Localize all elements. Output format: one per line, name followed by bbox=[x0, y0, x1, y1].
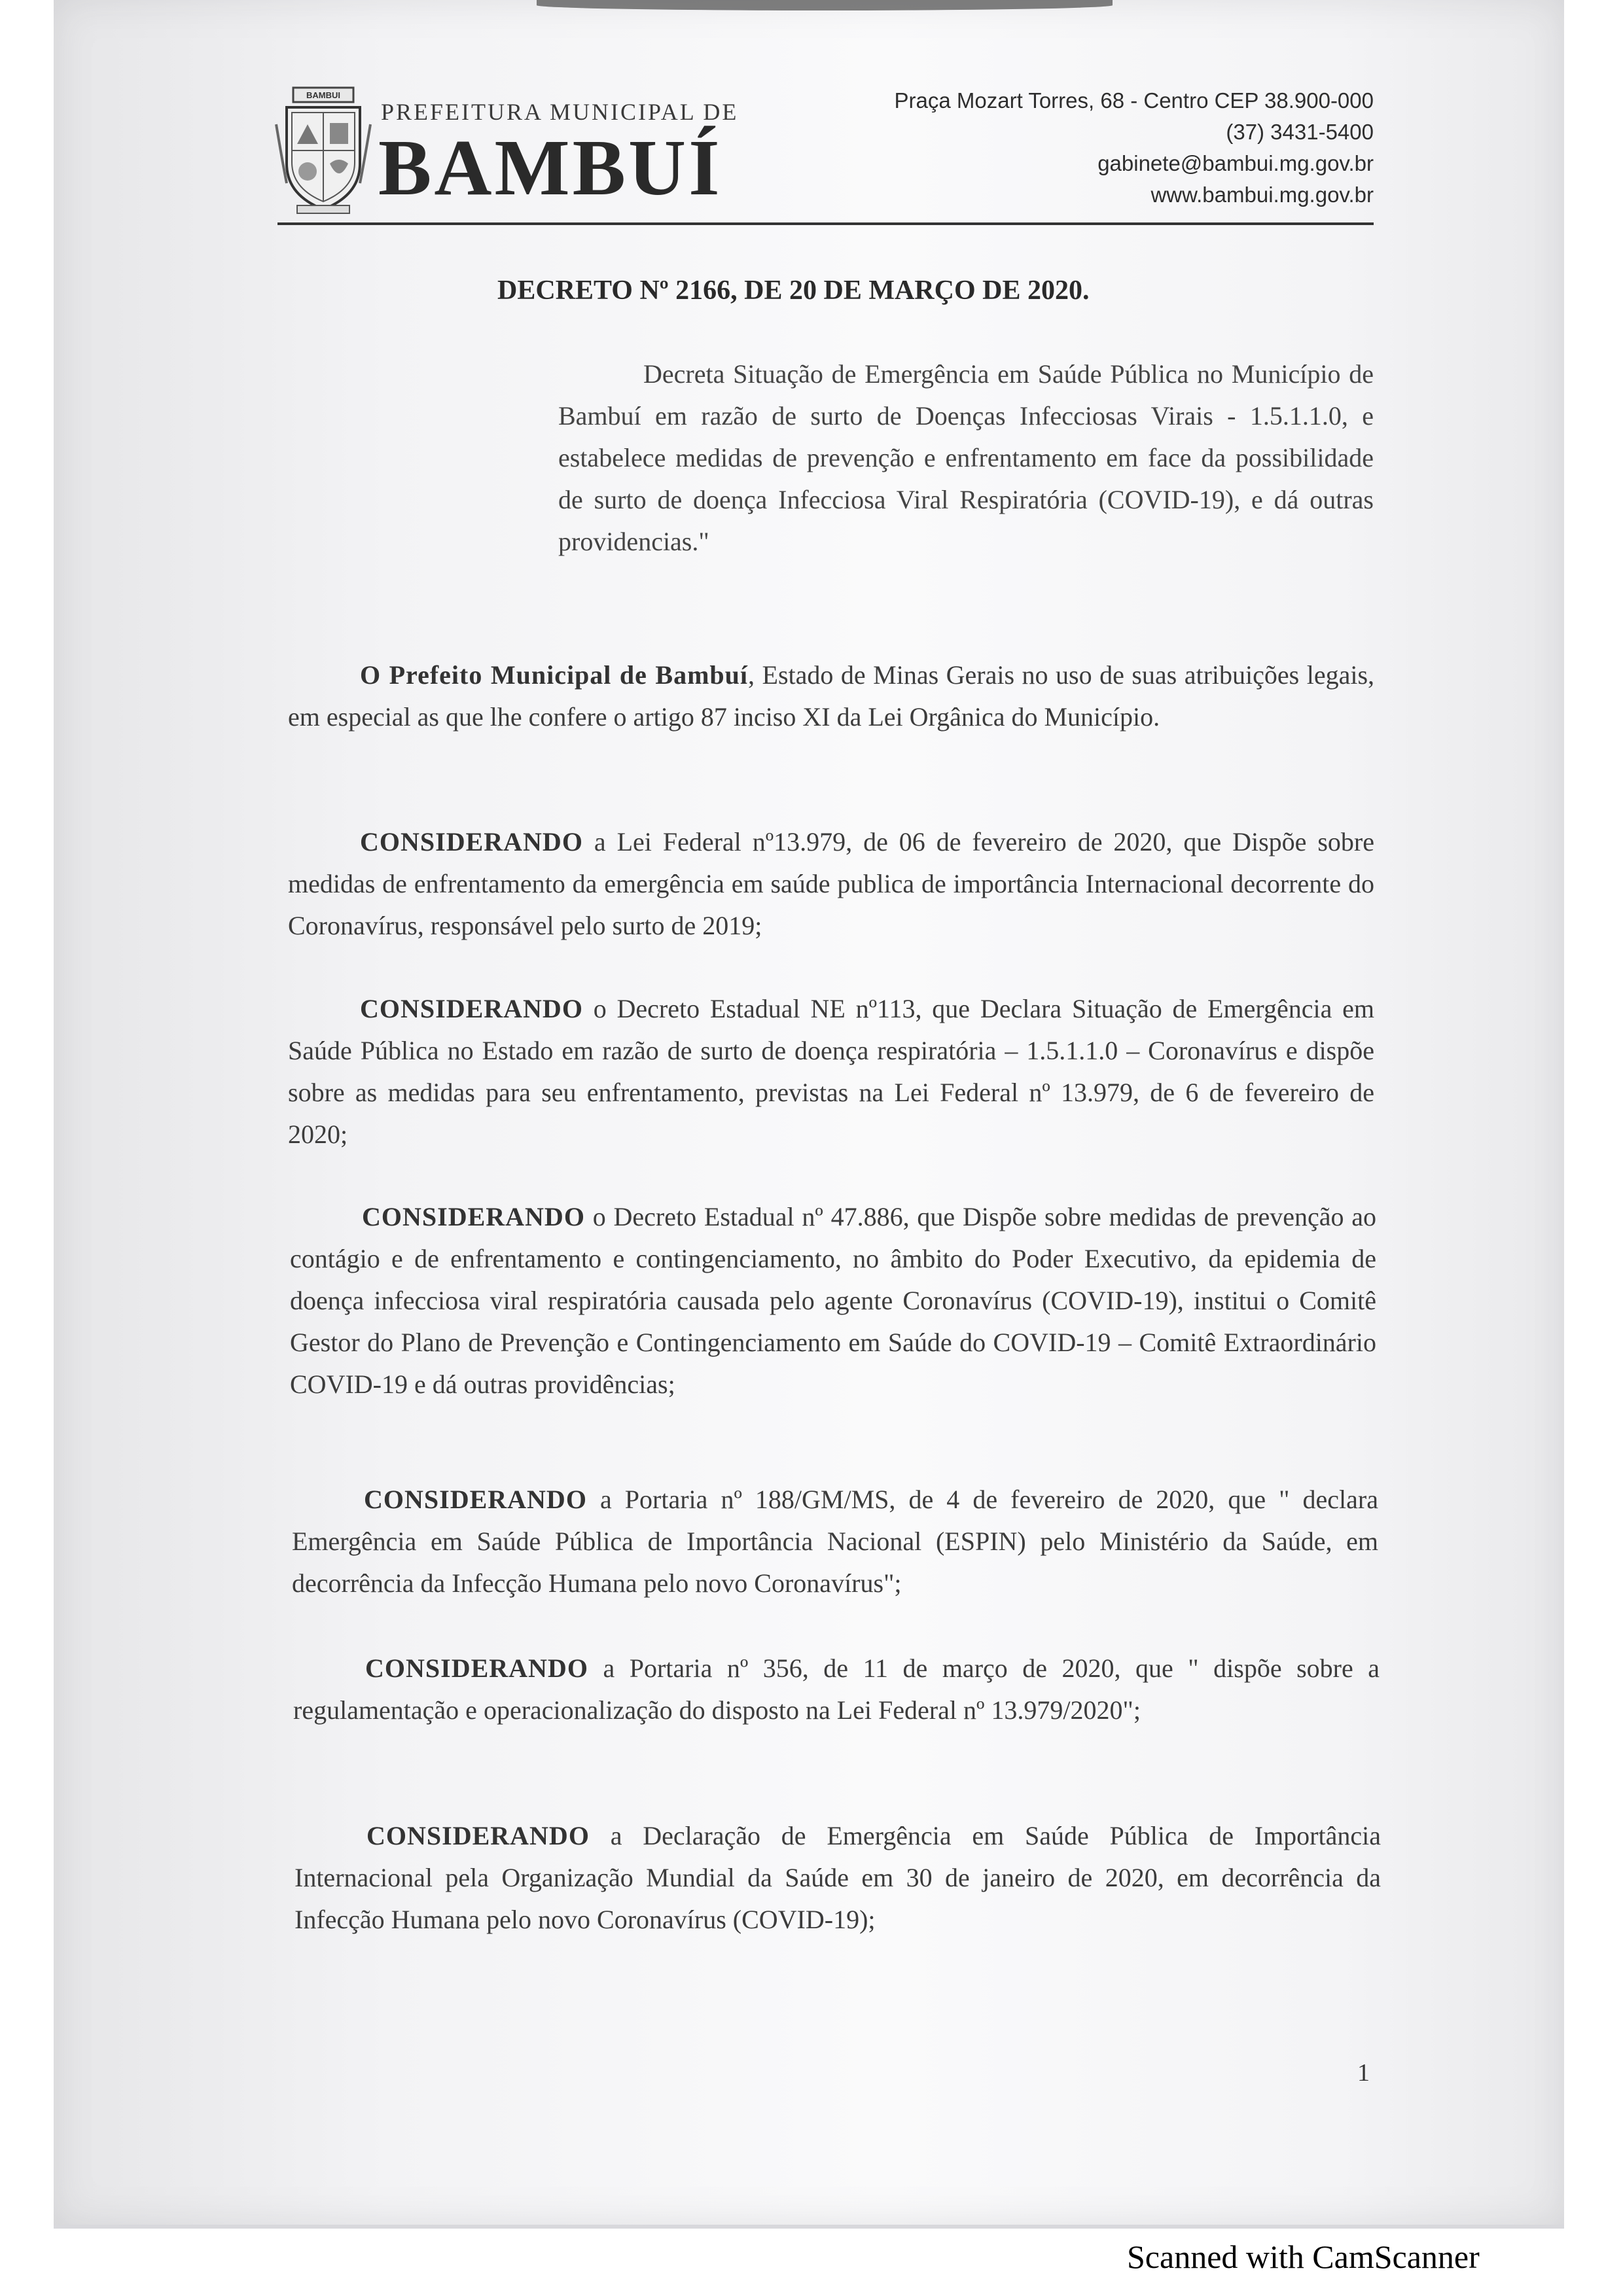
considerando-text: a Portaria nº 356, de 11 de março de 2020, que " dispõe sobre a regulamentação e operacionalização do disposto na Lei Federal nº 13.979/2020"; bbox=[293, 1653, 1380, 1725]
contact-block bbox=[895, 85, 1374, 211]
address-text: Praça Mozart Torres, 68 - Centro CEP 38.900-000 bbox=[894, 88, 1374, 113]
summary-text: Decreta Situação de Emergência em Saúde Pública no Município de Bambuí em razão de surto de Doenças Infecciosas Virais - 1.5.1.1.0, e estabelece medidas de prevenção e enfrentamento em face da possibilidade de surto de doença Infecciosa Viral Respiratória (COVID-19), e dá outras providencias." bbox=[558, 359, 1374, 556]
considerando-keyword: CONSIDERANDO bbox=[364, 1485, 587, 1514]
website-link[interactable]: www.bambui.mg.gov.br bbox=[1150, 183, 1374, 207]
intro-text: , Estado de Minas Gerais no uso de suas atribuições legais, em especial as que lhe confere o artigo 87 inciso XI da Lei Orgânica do Município. bbox=[288, 660, 1375, 732]
page-number: 1 bbox=[1357, 2059, 1370, 2087]
crest-banner-text: BAMBUI bbox=[306, 90, 340, 100]
page-edge bbox=[54, 2225, 1564, 2229]
intro-bold: O Prefeito Municipal de Bambuí bbox=[360, 660, 749, 690]
considerando-text: o Decreto Estadual NE nº113, que Declara Situação de Emergência em Saúde Pública no Estado em razão de surto de doença respiratória – 1.5.1.1.0 – Coronavírus e dispõe sobre as medidas para seu enfrentamento, previstas na Lei Federal nº 13.979, de 6 de fevereiro de 2020; bbox=[288, 994, 1374, 1149]
considerando-keyword: CONSIDERANDO bbox=[362, 1202, 585, 1231]
intro-paragraph bbox=[288, 654, 1374, 738]
considerando-keyword: CONSIDERANDO bbox=[360, 827, 583, 857]
considerando-paragraph bbox=[292, 1479, 1378, 1604]
organization-label: PREFEITURA MUNICIPAL DE bbox=[381, 99, 739, 125]
considerando-text: a Portaria nº 188/GM/MS, de 4 de fevereiro de 2020, que " declara Emergência em Saúde Pública de Importância Nacional (ESPIN) pelo Ministério da Saúde, em decorrência da Infecção Humana pelo novo Coronavírus"; bbox=[292, 1485, 1378, 1598]
considerando-keyword: CONSIDERANDO bbox=[360, 994, 583, 1023]
header-divider bbox=[277, 222, 1374, 225]
considerando-keyword: CONSIDERANDO bbox=[366, 1821, 590, 1850]
considerando-paragraph bbox=[290, 1196, 1376, 1405]
considerando-text: a Declaração de Emergência em Saúde Pública de Importância Internacional pela Organização Mundial da Saúde em 30 de janeiro de 2020, em decorrência da Infecção Humana pelo novo Coronavírus (COVID-19); bbox=[294, 1821, 1381, 1934]
municipal-crest-icon bbox=[274, 85, 373, 216]
decree-summary bbox=[558, 353, 1374, 563]
considerando-paragraph bbox=[293, 1648, 1380, 1731]
considerando-text: a Lei Federal nº13.979, de 06 de fevereiro de 2020, que Dispõe sobre medidas de enfrentamento da emergência em saúde publica de importância Internacional decorrente do Coronavírus, responsável pelo surto de 2019; bbox=[288, 827, 1374, 940]
phone-text: (37) 3431-5400 bbox=[1226, 120, 1374, 144]
considerando-paragraph bbox=[288, 988, 1374, 1156]
considerando-keyword: CONSIDERANDO bbox=[365, 1653, 588, 1683]
page-margin bbox=[0, 0, 54, 2225]
considerando-paragraph bbox=[294, 1815, 1381, 1941]
scanner-watermark: Scanned with CamScanner bbox=[1127, 2238, 1480, 2275]
decree-title: DECRETO Nº 2166, DE 20 DE MARÇO DE 2020. bbox=[497, 275, 1090, 306]
considerando-paragraph bbox=[288, 821, 1374, 947]
organization-name: BAMBUÍ bbox=[378, 124, 722, 212]
email-link[interactable]: gabinete@bambui.mg.gov.br bbox=[1097, 151, 1374, 175]
scan-shadow bbox=[537, 0, 1113, 10]
considerando-text: o Decreto Estadual nº 47.886, que Dispõe sobre medidas de prevenção ao contágio e de enfrentamento e contingenciamento, no âmbito do Poder Executivo, da epidemia de doença infecciosa viral respiratória causada pelo agente Coronavírus (COVID-19), institui o Comitê Gestor do Plano de Prevenção e Contingenciamento em Saúde do COVID-19 – Comitê Extraordinário COVID-19 e dá outras providências; bbox=[290, 1202, 1376, 1399]
